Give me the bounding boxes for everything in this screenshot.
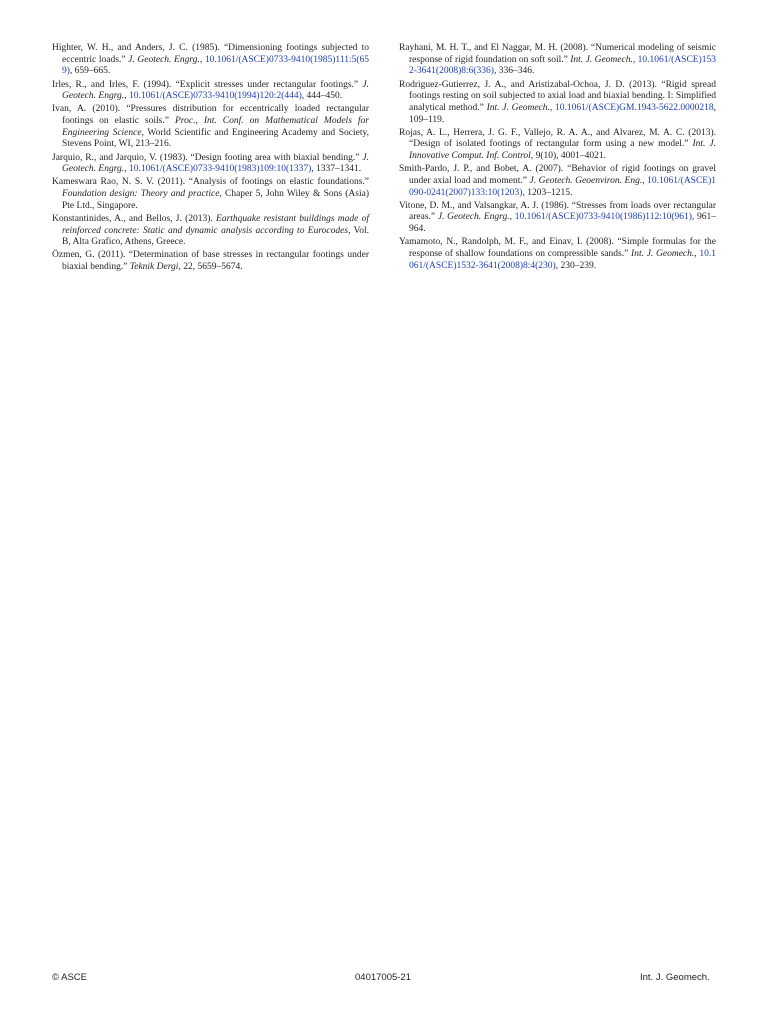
reference-entry	[52, 153, 369, 176]
reference-entry	[399, 201, 716, 236]
reference-text: Rodriguez-Gutierrez, J. A., and Aristizabal-Ochoa, J. D. (2013). “Rigid spread footings resting on soil subjected to axial load and biaxial bending. I: Simplified analytical method.”	[399, 79, 716, 113]
reference-text: Jarquio, R., and Jarquio, V. (1983). “Design footing area with biaxial bending.”	[52, 152, 363, 163]
reference-journal: Proc., Int. Conf. on Mathematical Models for Engineering Science	[62, 116, 369, 138]
footer-journal: Int. J. Geomech.	[640, 972, 710, 983]
reference-text: ,	[694, 248, 700, 259]
reference-text: Smith-Pardo, J. P., and Bobet, A. (2007). “Behavior of rigid footings on gravel under axial load and moment.”	[399, 164, 716, 186]
reference-journal: Int. J. Geomech.	[486, 102, 550, 113]
reference-doi-link[interactable]: 10.1061/(ASCE)GM.1943-5622.0000218	[555, 102, 714, 113]
reference-text: Özmen, G. (2011). “Determination of base stresses in rectangular footings under biaxial bending.”	[52, 250, 369, 272]
reference-text: , Chaper 5, John Wiley & Sons (Asia) Pte Ltd., Singapore.	[62, 189, 369, 211]
reference-text: , 9(10), 4001–4021.	[530, 151, 607, 162]
reference-text: Konstantinides, A., and Bellos, J. (2013).	[52, 213, 217, 224]
reference-text: , Vol. B, Alta Grafico, Athens, Greece.	[62, 225, 369, 248]
reference-doi-link[interactable]: 10.1061/(ASCE)0733-9410(1983)109:10(1337)	[128, 164, 312, 175]
reference-text: ,	[199, 54, 205, 65]
reference-journal: Teknik Dergi	[129, 262, 179, 272]
reference-text: Vitone, D. M., and Valsangkar, A. J. (1986). “Stresses from loads over rectangular areas.”	[399, 200, 716, 223]
reference-doi-link[interactable]: 10.1061/(ASCE)1532-3641(2008)8:4(230)	[409, 248, 716, 271]
reference-journal: Int. J. Geomech.	[631, 248, 695, 259]
reference-text: ,	[632, 54, 638, 65]
reference-text: Highter, W. H., and Anders, J. C. (1985). “Dimensioning footings subjected to eccentric loads.”	[52, 43, 369, 65]
reference-text: , 1337–1341.	[311, 164, 362, 175]
reference-text: Ivan, A. (2010). “Pressures distribution for eccentrically loaded rectangular footings on elastic soils.”	[52, 104, 369, 126]
reference-text: ,	[642, 175, 648, 186]
reference-journal: Foundation design: Theory and practice	[62, 189, 220, 199]
reference-text: , 444–450.	[301, 91, 343, 102]
reference-doi-link[interactable]: 10.1061/(ASCE)0733-9410(1994)120:2(444)	[128, 91, 302, 102]
reference-text: , 22, 5659–5674.	[178, 262, 243, 272]
reference-journal: J. Geotech. Engrg.	[62, 152, 369, 175]
reference-text: , 659–665.	[69, 66, 111, 77]
reference-text: ,	[124, 91, 129, 102]
reference-text: , 1203–1215.	[522, 187, 573, 198]
reference-entry	[399, 43, 716, 78]
reference-journal: J. Geotech. Engrg.	[62, 79, 369, 102]
reference-text: , 109–119.	[409, 102, 717, 125]
reference-entry	[52, 250, 369, 273]
reference-text: Irles, R., and Irles, F. (1994). “Explicit stresses under rectangular footings.”	[52, 79, 363, 90]
reference-text: Yamamoto, N., Randolph, M. F., and Einav, I. (2008). “Simple formulas for the response of shallow foundations on compressible sands.”	[399, 237, 716, 259]
references-left-column	[52, 43, 369, 275]
reference-journal: J. Geotech. Geoenviron. Eng.	[529, 175, 643, 186]
reference-entry	[399, 128, 716, 163]
reference-text: , 230–239.	[555, 260, 597, 271]
reference-journal: Earthquake resistant buildings made of reinforced concrete: Static and dynamic analysis according to Eurocodes	[62, 213, 370, 236]
reference-text: ,	[549, 102, 556, 113]
footer-copyright: © ASCE	[52, 972, 87, 983]
reference-doi-link[interactable]: 10.1061/(ASCE)1532-3641(2008)8:6(336)	[409, 54, 717, 77]
reference-entry	[52, 43, 369, 78]
reference-journal: Int. J. Geomech.	[570, 54, 633, 65]
reference-doi-link[interactable]: 10.1061/(ASCE)0733-9410(1985)111:5(659)	[62, 54, 370, 77]
references-right-column	[399, 43, 716, 274]
reference-entry	[52, 104, 369, 151]
reference-doi-link[interactable]: 10.1061/(ASCE)0733-9410(1986)112:10(961)	[514, 212, 692, 223]
reference-text: , World Scientific and Engineering Academy and Society, Stevens Point, WI, 213–216.	[62, 127, 370, 150]
reference-text: , 336–346.	[493, 66, 535, 77]
reference-text: Rojas, A. L., Herrera, J. G. F., Vallejo, R. A. A., and Alvarez, M. A. C. (2013). “Design of isolated footings of rectangular form using a new model.”	[399, 127, 716, 150]
reference-entry	[399, 237, 716, 272]
reference-entry	[52, 214, 369, 249]
reference-entry	[399, 80, 716, 127]
reference-doi-link[interactable]: 10.1061/(ASCE)1090-0241(2007)133:10(1203)	[409, 175, 717, 198]
reference-entry	[52, 80, 369, 103]
reference-journal: Int. J. Innovative Comput. Inf. Control	[409, 139, 716, 162]
reference-text: ,	[509, 212, 515, 223]
reference-text: , 961–964.	[409, 212, 716, 235]
reference-entry	[52, 177, 369, 212]
reference-journal: J. Geotech. Engrg.	[437, 212, 510, 223]
reference-text: ,	[124, 164, 129, 175]
reference-journal: J. Geotech. Engrg.	[128, 54, 200, 65]
reference-text: Rayhani, M. H. T., and El Naggar, M. H. (2008). “Numerical modeling of seismic response of rigid foundation on soft soil.”	[399, 43, 716, 65]
reference-text: Kameswara Rao, N. S. V. (2011). “Analysis of footings on elastic foundations.”	[52, 177, 369, 188]
reference-entry	[399, 164, 716, 199]
footer-page-id: 04017005-21	[355, 972, 411, 983]
